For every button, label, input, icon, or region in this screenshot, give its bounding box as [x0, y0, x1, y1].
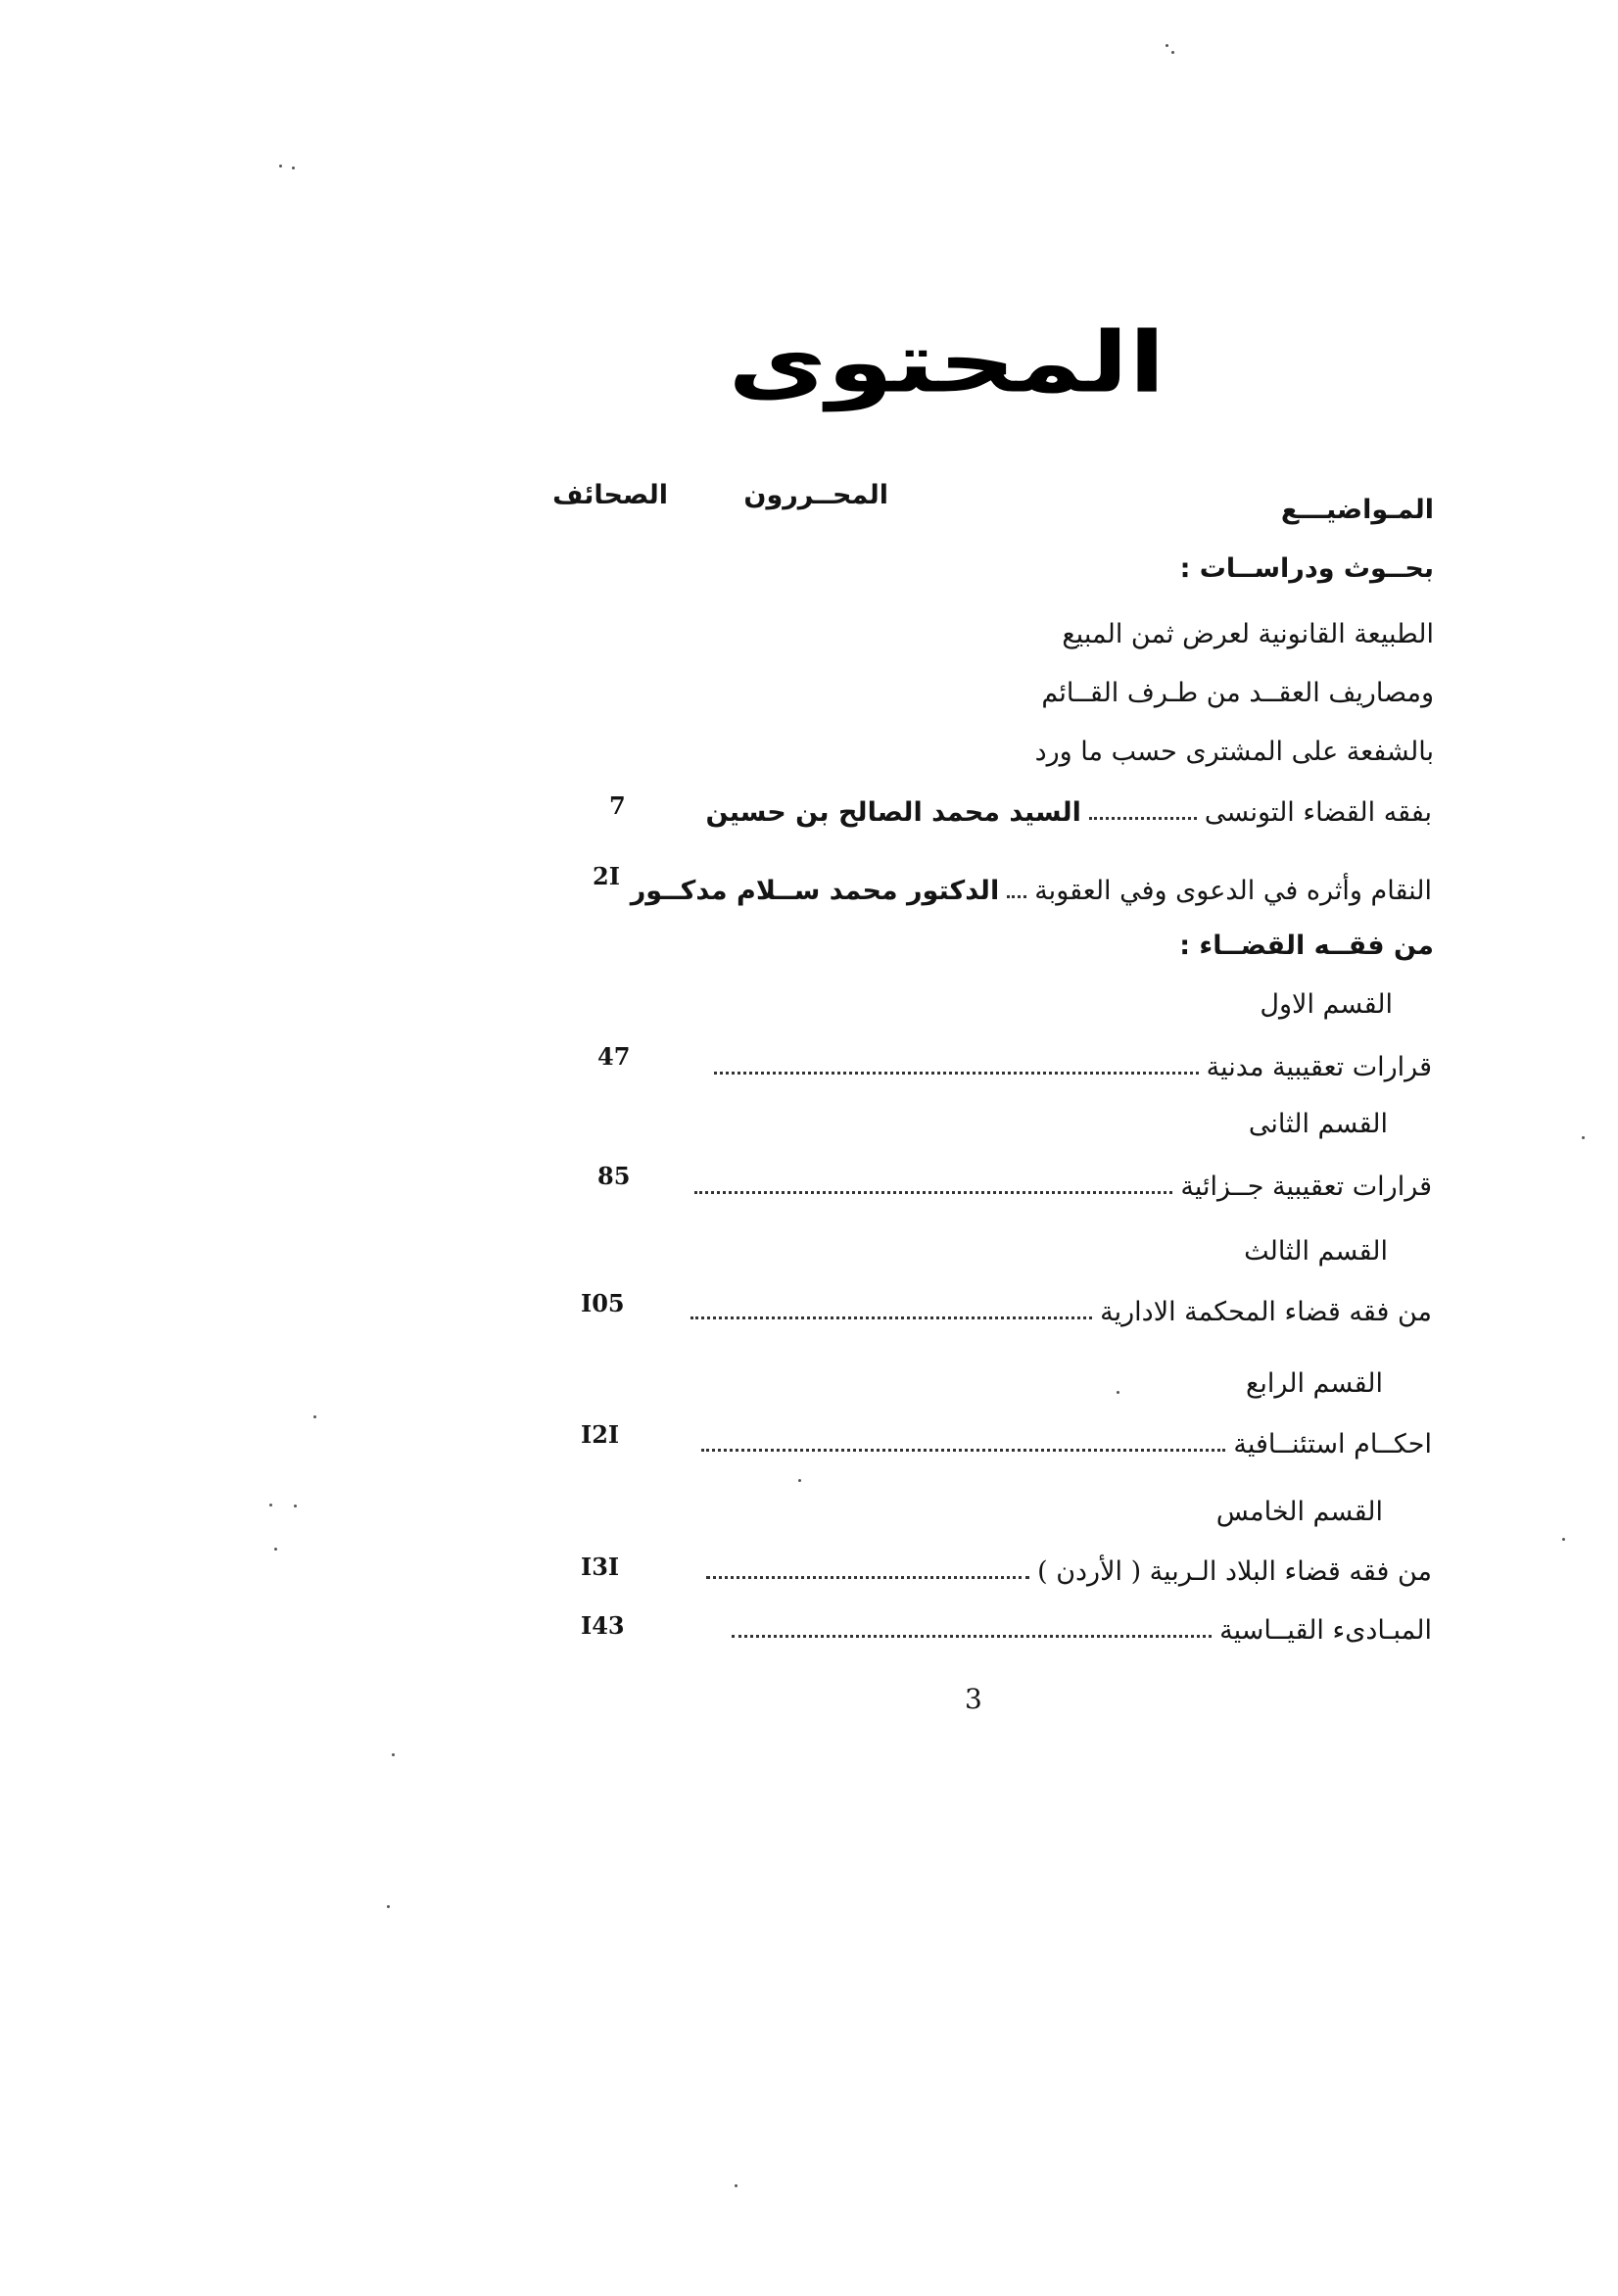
article1-line-1: الطبيعة القانونية لعرض ثمن المبيع [1062, 619, 1434, 649]
section-heading-jurisprudence: من فقــه القضــاء : [1179, 931, 1434, 961]
dot-leader [1007, 895, 1026, 898]
scan-speck [279, 165, 282, 167]
article2-page-number: 2I [593, 862, 620, 890]
final-entry[interactable] [724, 1606, 1432, 1646]
part-label-2: القسم الثانى [1248, 1109, 1388, 1139]
column-header-topics: المـواضيـــع [1280, 495, 1434, 525]
article2-title: النقام وأثره في الدعوى وفي العقوبة [1034, 876, 1432, 906]
dot-leader [694, 1191, 1172, 1194]
article1-line-4: بفقه القضاء التونسى [1204, 797, 1432, 828]
page-title: المحتوى [728, 313, 1166, 411]
scan-speck [292, 167, 295, 169]
article2-entry[interactable] [631, 867, 1432, 906]
scan-speck [1562, 1538, 1565, 1541]
part-entry-title-4: احكــام استئنــافية [1233, 1429, 1432, 1459]
part-entry-3[interactable] [683, 1288, 1432, 1327]
part-label-1: القسم الاول [1260, 989, 1393, 1020]
part-label-3: القسم الثالث [1244, 1236, 1388, 1267]
part-label-5: القسم الخامس [1215, 1497, 1383, 1527]
scan-speck [387, 1905, 390, 1908]
dot-leader [714, 1072, 1199, 1075]
part-entry-title-1: قرارات تعقيبية مدنية [1206, 1052, 1432, 1082]
article1-author: السيد محمد الصالح بن حسين [705, 797, 1081, 828]
part-page-number-1: 47 [597, 1042, 631, 1071]
scan-speck [294, 1505, 297, 1507]
article2-author: الدكتور محمد ســلام مدكــور [630, 876, 1000, 906]
part-entry-4[interactable] [693, 1420, 1432, 1459]
scan-speck [735, 2184, 738, 2187]
scan-speck [313, 1415, 316, 1418]
part-entry-5[interactable] [698, 1548, 1432, 1587]
part-entry-2[interactable] [687, 1163, 1432, 1202]
article1-line-2: ومصاريف العقــد من طـرف القــائم [1041, 678, 1434, 708]
final-entry-page-number: I43 [581, 1611, 625, 1640]
dot-leader [1089, 817, 1197, 820]
scan-speck [274, 1548, 277, 1551]
section-heading-research: بحــوث ودراســات : [1179, 553, 1434, 584]
footer-page-number: 3 [965, 1683, 982, 1715]
column-header-pages: الصحائف [552, 480, 668, 510]
column-header-editors: المحــررون [743, 480, 888, 510]
scan-speck [1166, 44, 1168, 47]
dot-leader [690, 1316, 1092, 1319]
part-page-number-5: I3I [581, 1553, 620, 1581]
part-entry-title-5: من فقه قضاء البلاد الـربية ( الأردن ) [1037, 1556, 1432, 1587]
part-entry-title-3: من فقه قضاء المحكمة الادارية [1100, 1297, 1432, 1327]
part-page-number-3: I05 [581, 1289, 625, 1317]
scan-speck [1171, 51, 1174, 54]
dot-leader [706, 1576, 1029, 1579]
article1-line-3: بالشفعة على المشترى حسب ما ورد [1034, 737, 1434, 767]
scan-speck [1117, 1391, 1119, 1394]
part-page-number-4: I2I [581, 1420, 620, 1449]
scan-speck [1582, 1136, 1585, 1139]
dot-leader [732, 1635, 1212, 1638]
article1-page-number: 7 [609, 791, 626, 820]
dot-leader [701, 1449, 1225, 1452]
scan-speck [269, 1504, 272, 1507]
final-entry-title: المبـادىء القيــاسية [1219, 1615, 1432, 1646]
part-page-number-2: 85 [597, 1162, 631, 1190]
scan-speck [798, 1479, 801, 1482]
part-label-4: القسم الرابع [1245, 1368, 1383, 1399]
part-entry-title-2: قرارات تعقيبية جــزائية [1180, 1172, 1432, 1202]
scan-speck [392, 1753, 395, 1756]
article1-entry[interactable] [705, 789, 1432, 828]
part-entry-1[interactable] [706, 1043, 1432, 1082]
